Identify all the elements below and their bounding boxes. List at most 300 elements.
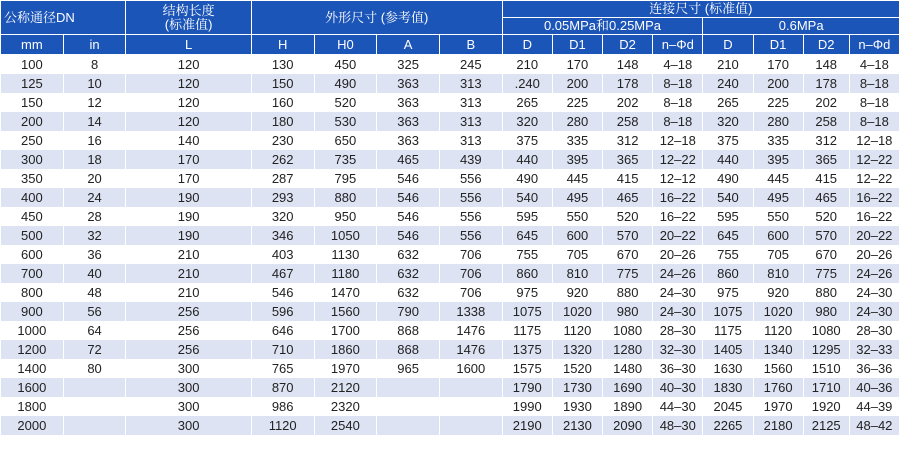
table-cell: 48	[63, 283, 126, 302]
table-cell: 900	[1, 302, 64, 321]
table-cell: 632	[377, 283, 440, 302]
table-cell: 755	[502, 245, 552, 264]
table-cell: 36–36	[849, 359, 899, 378]
table-cell: 520	[314, 93, 377, 112]
table-cell: 550	[753, 207, 803, 226]
table-cell: 190	[126, 207, 251, 226]
table-cell: 2090	[603, 416, 653, 435]
table-cell: 880	[314, 188, 377, 207]
table-cell: 490	[502, 169, 552, 188]
table-cell: 810	[552, 264, 602, 283]
table-cell: 986	[251, 397, 314, 416]
col-h: H	[251, 35, 314, 55]
table-row	[1, 169, 900, 188]
table-cell: 650	[314, 131, 377, 150]
table-row	[1, 302, 900, 321]
table-cell: 975	[502, 283, 552, 302]
table-cell: 210	[126, 245, 251, 264]
table-cell: 200	[552, 74, 602, 93]
table-row	[1, 378, 900, 397]
col-high-d2: D2	[803, 35, 849, 55]
table-cell: 363	[377, 112, 440, 131]
table-row	[1, 283, 900, 302]
table-cell: 200	[1, 112, 64, 131]
table-cell: 1476	[439, 321, 502, 340]
table-cell: 8–18	[653, 112, 703, 131]
table-cell: 415	[603, 169, 653, 188]
table-cell: 1120	[753, 321, 803, 340]
table-cell: 190	[126, 226, 251, 245]
table-cell: 100	[1, 55, 64, 75]
col-low-bolts: n–Φd	[653, 35, 703, 55]
table-cell: 40	[63, 264, 126, 283]
table-cell: 1600	[439, 359, 502, 378]
table-cell: 4–18	[653, 55, 703, 75]
table-cell: 556	[439, 226, 502, 245]
table-cell: 1375	[502, 340, 552, 359]
table-cell: 190	[126, 188, 251, 207]
table-cell: 1280	[603, 340, 653, 359]
table-cell: 1990	[502, 397, 552, 416]
table-cell: 1520	[552, 359, 602, 378]
table-cell: 465	[803, 188, 849, 207]
table-cell: 120	[126, 74, 251, 93]
table-cell: 415	[803, 169, 849, 188]
table-cell: 2180	[753, 416, 803, 435]
table-cell: 1020	[552, 302, 602, 321]
table-cell: 178	[603, 74, 653, 93]
table-cell: 570	[803, 226, 849, 245]
table-cell: 556	[439, 188, 502, 207]
table-cell: 262	[251, 150, 314, 169]
table-cell: 595	[502, 207, 552, 226]
table-cell: 1020	[753, 302, 803, 321]
table-cell: 1295	[803, 340, 849, 359]
table-cell: 24–30	[849, 302, 899, 321]
table-cell: 670	[803, 245, 849, 264]
table-cell: 120	[126, 55, 251, 75]
table-cell: 280	[552, 112, 602, 131]
table-cell: 80	[63, 359, 126, 378]
table-cell: 1120	[251, 416, 314, 435]
table-cell: 2320	[314, 397, 377, 416]
table-cell: 1830	[703, 378, 753, 397]
table-cell: 600	[753, 226, 803, 245]
table-cell: 250	[1, 131, 64, 150]
table-cell: 265	[502, 93, 552, 112]
table-cell: 1970	[314, 359, 377, 378]
table-cell: 313	[439, 93, 502, 112]
table-cell: 210	[126, 283, 251, 302]
table-cell: 395	[552, 150, 602, 169]
table-cell: 645	[502, 226, 552, 245]
table-cell: 24–26	[849, 264, 899, 283]
table-cell	[63, 397, 126, 416]
table-row	[1, 150, 900, 169]
table-cell: 700	[1, 264, 64, 283]
header-structure-length	[126, 1, 251, 35]
table-cell: 28	[63, 207, 126, 226]
table-cell: 14	[63, 112, 126, 131]
table-cell: 440	[502, 150, 552, 169]
table-cell: 16–22	[849, 207, 899, 226]
table-cell: 600	[552, 226, 602, 245]
table-cell: 240	[703, 74, 753, 93]
table-cell: 363	[377, 93, 440, 112]
table-cell: 1920	[803, 397, 849, 416]
table-cell: .240	[502, 74, 552, 93]
table-cell: 48–42	[849, 416, 899, 435]
table-cell: 646	[251, 321, 314, 340]
table-cell: 24–30	[653, 302, 703, 321]
table-cell: 230	[251, 131, 314, 150]
table-cell: 632	[377, 264, 440, 283]
table-cell: 500	[1, 226, 64, 245]
header-outline-dimensions: 外形尺寸 (参考值)	[251, 1, 502, 35]
table-cell: 445	[753, 169, 803, 188]
header-nominal-diameter: 公称通径DN	[1, 1, 126, 35]
table-cell: 300	[126, 416, 251, 435]
table-cell: 10	[63, 74, 126, 93]
table-cell: 520	[803, 207, 849, 226]
table-cell: 225	[552, 93, 602, 112]
table-cell: 1338	[439, 302, 502, 321]
table-cell: 375	[502, 131, 552, 150]
table-cell	[63, 416, 126, 435]
table-cell: 1930	[552, 397, 602, 416]
table-cell: 706	[439, 245, 502, 264]
table-cell: 32–33	[849, 340, 899, 359]
table-cell: 980	[803, 302, 849, 321]
table-cell: 596	[251, 302, 314, 321]
table-cell: 160	[251, 93, 314, 112]
table-cell: 1560	[314, 302, 377, 321]
table-cell: 313	[439, 131, 502, 150]
table-cell: 12–22	[849, 169, 899, 188]
table-cell: 1470	[314, 283, 377, 302]
table-cell: 16–22	[849, 188, 899, 207]
col-length-l: L	[126, 35, 251, 55]
table-cell: 1320	[552, 340, 602, 359]
table-cell: 170	[126, 169, 251, 188]
table-cell: 450	[1, 207, 64, 226]
table-cell: 556	[439, 207, 502, 226]
table-cell: 2265	[703, 416, 753, 435]
table-row	[1, 74, 900, 93]
table-cell: 1710	[803, 378, 849, 397]
table-cell: 72	[63, 340, 126, 359]
table-cell: 170	[126, 150, 251, 169]
table-row	[1, 93, 900, 112]
col-high-bolts: n–Φd	[849, 35, 899, 55]
table-cell: 920	[552, 283, 602, 302]
table-cell: 1476	[439, 340, 502, 359]
table-cell: 293	[251, 188, 314, 207]
table-cell: 44–39	[849, 397, 899, 416]
table-cell: 765	[251, 359, 314, 378]
table-cell: 20	[63, 169, 126, 188]
table-cell	[63, 378, 126, 397]
table-cell: 1860	[314, 340, 377, 359]
table-cell: 225	[753, 93, 803, 112]
table-cell: 490	[703, 169, 753, 188]
table-cell: 790	[377, 302, 440, 321]
table-cell: 300	[126, 378, 251, 397]
table-cell: 1760	[753, 378, 803, 397]
table-cell: 120	[126, 112, 251, 131]
table-cell: 2540	[314, 416, 377, 435]
table-cell: 495	[552, 188, 602, 207]
table-cell: 705	[552, 245, 602, 264]
table-cell: 312	[603, 131, 653, 150]
table-cell: 36	[63, 245, 126, 264]
col-high-d: D	[703, 35, 753, 55]
table-cell: 2125	[803, 416, 849, 435]
table-cell: 24–26	[653, 264, 703, 283]
table-cell: 2045	[703, 397, 753, 416]
table-cell: 150	[1, 93, 64, 112]
table-row	[1, 416, 900, 435]
table-row	[1, 397, 900, 416]
table-cell: 645	[703, 226, 753, 245]
table-cell: 24–30	[653, 283, 703, 302]
table-cell: 256	[126, 321, 251, 340]
table-cell: 12–22	[653, 150, 703, 169]
table-cell: 570	[603, 226, 653, 245]
table-cell: 16–22	[653, 207, 703, 226]
table-cell: 546	[377, 207, 440, 226]
table-row	[1, 55, 900, 75]
table-cell: 32	[63, 226, 126, 245]
table-cell: 8–18	[849, 93, 899, 112]
table-cell: 18	[63, 150, 126, 169]
table-cell: 148	[803, 55, 849, 75]
table-cell: 1120	[552, 321, 602, 340]
table-cell: 346	[251, 226, 314, 245]
table-cell: 313	[439, 112, 502, 131]
table-cell: 8–18	[653, 74, 703, 93]
table-cell: 312	[803, 131, 849, 150]
table-cell: 450	[314, 55, 377, 75]
table-cell: 950	[314, 207, 377, 226]
table-cell: 546	[251, 283, 314, 302]
table-cell: 556	[439, 169, 502, 188]
table-cell: 36–30	[653, 359, 703, 378]
table-cell	[439, 397, 502, 416]
header-structure-length-line2: (标准值)	[164, 16, 213, 32]
table-cell: 1405	[703, 340, 753, 359]
table-cell: 210	[502, 55, 552, 75]
col-b: B	[439, 35, 502, 55]
table-cell: 775	[603, 264, 653, 283]
table-cell: 8–18	[653, 93, 703, 112]
table-cell: 40–36	[849, 378, 899, 397]
table-cell: 880	[603, 283, 653, 302]
col-low-d1: D1	[552, 35, 602, 55]
table-cell: 325	[377, 55, 440, 75]
table-cell: 12	[63, 93, 126, 112]
table-row	[1, 112, 900, 131]
table-cell: 775	[803, 264, 849, 283]
table-cell: 1200	[1, 340, 64, 359]
table-cell	[377, 378, 440, 397]
table-cell: 150	[251, 74, 314, 93]
table-cell: 258	[603, 112, 653, 131]
table-cell: 300	[126, 359, 251, 378]
table-cell: 2120	[314, 378, 377, 397]
table-cell: 1080	[803, 321, 849, 340]
table-row	[1, 207, 900, 226]
table-cell	[439, 378, 502, 397]
table-row	[1, 226, 900, 245]
table-cell: 16–22	[653, 188, 703, 207]
table-cell: 735	[314, 150, 377, 169]
table-cell: 202	[603, 93, 653, 112]
table-cell: 280	[753, 112, 803, 131]
table-cell: 20–22	[849, 226, 899, 245]
table-cell: 810	[753, 264, 803, 283]
table-cell: 28–30	[653, 321, 703, 340]
table-cell: 1050	[314, 226, 377, 245]
table-cell	[377, 397, 440, 416]
table-row	[1, 264, 900, 283]
table-cell	[439, 416, 502, 435]
table-cell: 1690	[603, 378, 653, 397]
table-cell: 520	[603, 207, 653, 226]
table-cell: 868	[377, 321, 440, 340]
table-cell: 300	[126, 397, 251, 416]
table-cell: 300	[1, 150, 64, 169]
table-cell: 170	[753, 55, 803, 75]
table-cell: 1800	[1, 397, 64, 416]
table-cell: 965	[377, 359, 440, 378]
table-cell: 320	[502, 112, 552, 131]
table-cell: 170	[552, 55, 602, 75]
table-cell: 595	[703, 207, 753, 226]
table-cell: 1080	[603, 321, 653, 340]
table-cell: 439	[439, 150, 502, 169]
table-cell: 600	[1, 245, 64, 264]
table-cell: 335	[552, 131, 602, 150]
table-cell: 365	[603, 150, 653, 169]
table-cell: 1175	[703, 321, 753, 340]
table-cell: 44–30	[653, 397, 703, 416]
table-row	[1, 321, 900, 340]
table-cell: 1340	[753, 340, 803, 359]
table-row	[1, 131, 900, 150]
table-cell: 1630	[703, 359, 753, 378]
table-cell: 180	[251, 112, 314, 131]
table-cell: 467	[251, 264, 314, 283]
table-cell: 32–30	[653, 340, 703, 359]
table-cell: 755	[703, 245, 753, 264]
table-cell: 20–26	[653, 245, 703, 264]
col-a: A	[377, 35, 440, 55]
table-cell: 1510	[803, 359, 849, 378]
table-cell: 256	[126, 340, 251, 359]
table-cell: 705	[753, 245, 803, 264]
header-structure-length-line1: 结构长度	[162, 2, 215, 18]
table-cell: 1075	[703, 302, 753, 321]
table-cell: 148	[603, 55, 653, 75]
table-cell: 495	[753, 188, 803, 207]
table-cell: 120	[126, 93, 251, 112]
table-cell: 265	[703, 93, 753, 112]
header-pressure-low: 0.05MPa和0.25MPa	[502, 18, 703, 35]
table-cell: 1480	[603, 359, 653, 378]
table-cell: 48–30	[653, 416, 703, 435]
table-cell: 1180	[314, 264, 377, 283]
table-cell: 12–18	[849, 131, 899, 150]
table-cell: 350	[1, 169, 64, 188]
table-cell: 320	[703, 112, 753, 131]
table-cell: 546	[377, 188, 440, 207]
table-row	[1, 188, 900, 207]
table-cell: 1790	[502, 378, 552, 397]
table-cell: 670	[603, 245, 653, 264]
table-cell: 1075	[502, 302, 552, 321]
table-cell: 320	[251, 207, 314, 226]
table-cell: 1890	[603, 397, 653, 416]
table-cell: 860	[502, 264, 552, 283]
table-cell: 200	[753, 74, 803, 93]
table-cell: 28–30	[849, 321, 899, 340]
table-cell: 395	[753, 150, 803, 169]
table-cell: 245	[439, 55, 502, 75]
table-cell: 1575	[502, 359, 552, 378]
table-cell: 860	[703, 264, 753, 283]
table-cell: 12–12	[653, 169, 703, 188]
table-cell: 313	[439, 74, 502, 93]
table-cell: 12–18	[653, 131, 703, 150]
table-cell: 40–30	[653, 378, 703, 397]
table-cell: 868	[377, 340, 440, 359]
table-cell: 445	[552, 169, 602, 188]
table-cell: 795	[314, 169, 377, 188]
column-header-row	[1, 35, 900, 55]
table-cell: 1600	[1, 378, 64, 397]
table-cell: 8–18	[849, 112, 899, 131]
table-cell: 465	[377, 150, 440, 169]
col-low-d: D	[502, 35, 552, 55]
table-cell: 365	[803, 150, 849, 169]
table-row	[1, 340, 900, 359]
table-cell: 1130	[314, 245, 377, 264]
table-cell: 706	[439, 283, 502, 302]
table-cell: 706	[439, 264, 502, 283]
table-cell: 178	[803, 74, 849, 93]
table-cell: 975	[703, 283, 753, 302]
table-cell: 2130	[552, 416, 602, 435]
table-cell: 540	[502, 188, 552, 207]
table-cell: 546	[377, 169, 440, 188]
table-cell: 363	[377, 131, 440, 150]
table-cell: 632	[377, 245, 440, 264]
col-dn-mm: mm	[1, 35, 64, 55]
header-connection-dimensions: 连接尺寸 (标准值)	[502, 1, 899, 18]
table-cell: 1400	[1, 359, 64, 378]
table-cell: 287	[251, 169, 314, 188]
table-cell: 335	[753, 131, 803, 150]
table-cell: 880	[803, 283, 849, 302]
table-cell: 530	[314, 112, 377, 131]
table-cell: 12–22	[849, 150, 899, 169]
table-row	[1, 359, 900, 378]
table-cell: 256	[126, 302, 251, 321]
table-header	[1, 1, 900, 55]
table-cell	[377, 416, 440, 435]
table-cell: 550	[552, 207, 602, 226]
